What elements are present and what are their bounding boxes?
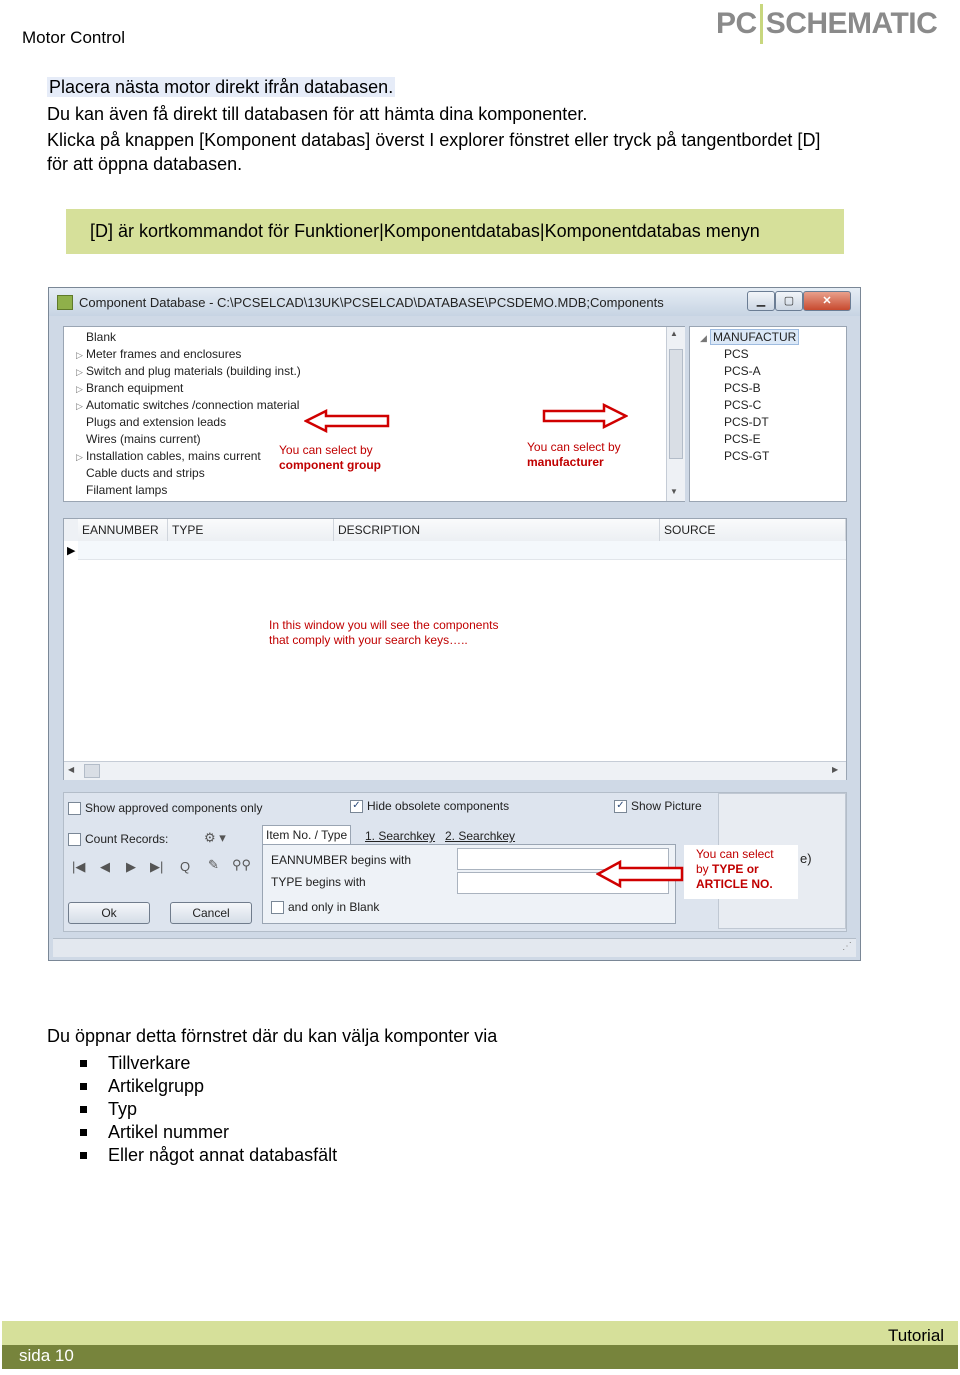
expand-icon: ▷ [76,350,83,360]
hide-obsolete-checkbox[interactable]: ✓ Hide obsolete components [350,799,509,813]
type-label: TYPE begins with [271,875,366,889]
ean-label: EANNUMBER begins with [271,853,412,867]
manufacturer-item-5[interactable]: PCS-E [724,432,761,446]
close-icon[interactable]: ✕ [803,291,851,311]
manufacturer-item-3[interactable]: PCS-C [724,398,762,412]
scroll-thumb[interactable] [84,764,100,778]
tree-item-4[interactable]: ▷ Automatic switches /connection material [76,398,300,412]
scroll-left-icon[interactable]: ◀ [68,765,75,774]
left-arrow-icon [304,409,390,433]
document-title: Motor Control [22,28,125,47]
logo-left-text: PC [716,7,757,40]
scroll-down-icon[interactable]: ▼ [670,487,678,496]
tree-item-8[interactable]: Cable ducts and strips [86,466,205,480]
results-grid[interactable] [63,518,847,780]
column-type[interactable]: TYPE [168,519,334,541]
pc-schematic-logo [716,4,937,44]
tree-scrollbar[interactable] [666,327,685,501]
tab-searchkey-1[interactable]: 1. Searchkey [365,829,436,843]
tree-item-0[interactable]: Blank [86,330,117,344]
grid-hscrollbar[interactable] [64,761,846,780]
filter-dropdown-icon[interactable]: ⚙ ▾ [204,830,226,845]
clipped-text: e) [800,851,812,866]
options-panel [63,792,847,932]
manufacturer-item-1[interactable]: PCS-A [724,364,761,378]
expand-icon: ▷ [76,384,83,394]
cancel-button[interactable]: Cancel [170,902,252,924]
right-arrow-icon [542,403,628,429]
column-source[interactable]: SOURCE [660,519,846,541]
manufacturer-item-0[interactable]: PCS [724,347,749,361]
first-record-icon[interactable]: |◀ [72,859,86,874]
manufacturer-tree[interactable] [689,326,847,502]
show-approved-checkbox[interactable]: Show approved components only [68,801,262,815]
scroll-right-icon[interactable]: ▶ [832,765,839,774]
show-picture-checkbox[interactable]: ✓ Show Picture [614,799,702,813]
last-record-icon[interactable]: ▶| [150,859,164,874]
list-item: Tillverkare [78,1052,337,1075]
list-item: Artikelgrupp [78,1075,337,1098]
resize-grip-icon[interactable]: ⋰ [842,941,852,952]
tree-item-1[interactable]: ▷ Meter frames and enclosures [76,347,242,361]
prev-record-icon[interactable]: ◀ [100,859,110,874]
footer-band-light [2,1321,958,1345]
column-description[interactable]: DESCRIPTION [334,519,660,541]
list-item: Typ [78,1098,337,1121]
scroll-thumb[interactable] [669,349,683,459]
dialog-title: Component Database - C:\PCSELCAD\13UK\PCSELCAD\DATABASE\PCSDEMO.MDB;Components [79,295,664,310]
expand-icon: ▷ [76,367,83,377]
list-item: Artikel nummer [78,1121,337,1144]
grid-annotation: In this window you will see the components that comply with your search keys….. [269,618,499,647]
body-lead: Du öppnar detta förnstret där du kan välja komponter via [47,1026,498,1046]
tree-item-2[interactable]: ▷ Switch and plug materials (building inst.) [76,364,301,378]
manufacturer-item-2[interactable]: PCS-B [724,381,761,395]
table-row[interactable] [78,541,846,560]
tree-item-5[interactable]: Plugs and extension leads [86,415,227,429]
ok-button[interactable]: Ok [68,902,150,924]
search-icon[interactable]: Q [180,859,191,874]
intro-line-2: Du kan även få direkt till databasen för att hämta dina komponenter. [47,104,588,124]
manufacturer-root[interactable]: ◢ MANUFACTUR [700,330,799,344]
intro-line-3: Klicka på knappen [Komponent databas] överst I explorer fönstret eller tryck på tangentbordet [D] [47,130,821,150]
type-annotation: You can select by TYPE or ARTICLE NO. [684,845,798,899]
intro-line-4: för att öppna databasen. [47,154,243,174]
manufacturer-annotation: You can select by manufacturer [527,440,621,469]
app-icon [57,295,73,310]
logo-right-text: SCHEMATIC [765,7,938,40]
next-record-icon[interactable]: ▶ [126,859,136,874]
component-group-tree[interactable] [63,326,685,502]
expand-icon: ▷ [76,452,83,462]
list-item: Eller något annat databasfält [78,1144,337,1167]
shortcut-banner: [D] är kortkommandot för Funktioner|Komponentdatabas|Komponentdatabas menyn [66,209,844,254]
status-bar [53,938,856,957]
manufacturer-item-4[interactable]: PCS-DT [724,415,769,429]
and-only-in-checkbox[interactable]: and only in Blank [271,900,379,914]
count-records-checkbox[interactable]: Count Records: [68,832,168,846]
expand-icon: ▷ [76,401,83,411]
tree-item-9[interactable]: Filament lamps [86,483,168,497]
page-number: sida 10 [19,1346,74,1365]
dialog-titlebar [49,288,860,316]
tab-searchkey-2[interactable]: 2. Searchkey [445,829,516,843]
grid-header [64,519,846,541]
logo-divider [760,4,763,44]
tree-item-7[interactable]: ▷ Installation cables, mains current [76,449,261,463]
option-list [78,1052,337,1167]
binoculars-icon[interactable]: ⚲⚲ [232,857,252,872]
tab-item-no-type[interactable]: Item No. / Type [262,825,351,844]
tree-item-6[interactable]: Wires (mains current) [86,432,201,446]
component-database-dialog [48,287,861,961]
column-eannumber[interactable]: EANNUMBER [78,519,168,541]
footer-label: Tutorial [888,1326,945,1345]
row-pointer-icon: ▶ [67,545,76,557]
tree-item-3[interactable]: ▷ Branch equipment [76,381,184,395]
manufacturer-item-6[interactable]: PCS-GT [724,449,770,463]
minimize-icon[interactable]: ▁ [747,291,775,311]
left-arrow-icon [596,859,684,889]
edit-icon[interactable]: ✎ [208,857,219,872]
group-annotation: You can select by component group [279,443,381,472]
intro-line-1: Placera nästa motor direkt ifrån databasen. [49,77,394,97]
footer-band-dark [2,1345,958,1369]
scroll-up-icon[interactable]: ▲ [670,329,678,338]
maximize-icon[interactable]: ▢ [775,291,803,311]
